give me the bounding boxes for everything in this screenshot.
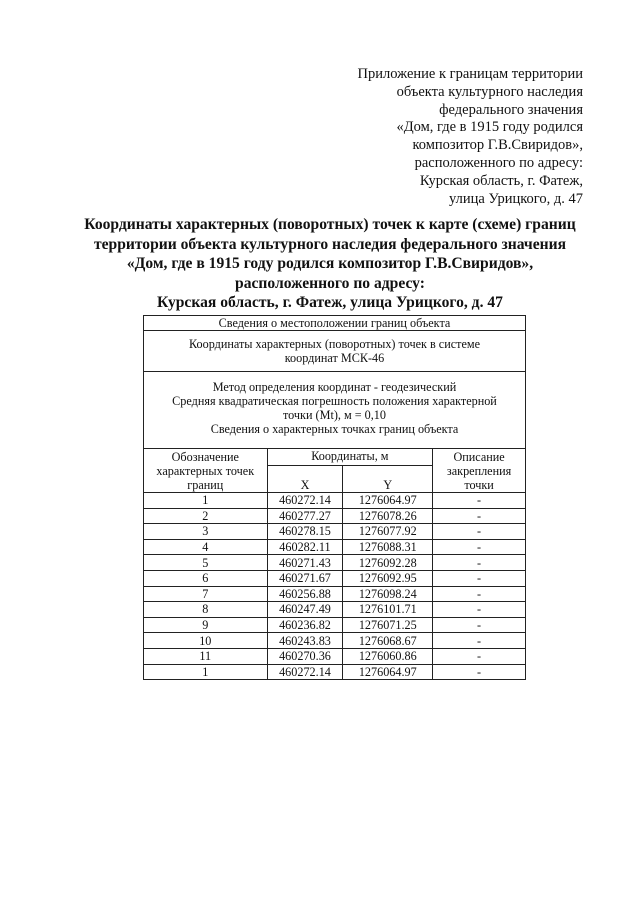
table-row [144,617,526,633]
method-section [144,372,526,449]
document-title [60,215,600,313]
y-cell: 1276088.31 [343,539,433,555]
appendix-line: Курская область, г. Фатеж, [419,172,583,189]
x-cell: 460243.83 [267,633,343,649]
section-text: Средняя квадратическая погрешность положения характерной [172,394,497,408]
point-rows [144,493,526,680]
y-cell: 1276060.86 [343,648,433,664]
point-cell: 6 [144,570,268,586]
coordinate-system-section [144,331,526,372]
description-cell: - [433,524,526,540]
section-text: Сведения о местоположении границ объекта [218,316,451,330]
point-cell: 4 [144,539,268,555]
description-cell: - [433,633,526,649]
y-cell: 1276098.24 [343,586,433,602]
title-line: «Дом, где в 1915 году родился композитор Г.В.Свиридов», [126,255,534,272]
table-row [144,586,526,602]
coordinates-table [143,315,526,680]
y-cell: 1276078.26 [343,508,433,524]
table-row [144,633,526,649]
table-row [144,602,526,618]
description-cell: - [433,617,526,633]
point-cell: 2 [144,508,268,524]
x-header: X [267,466,343,493]
header-text: Обозначение [171,449,239,464]
table-row [144,508,526,524]
location-section [144,316,526,331]
y-cell: 1276092.28 [343,555,433,571]
title-line: Координаты характерных (поворотных) точек к карте (схеме) границ [84,216,576,233]
table-row [144,539,526,555]
x-cell: 460272.14 [267,664,343,680]
section-text: Метод определения координат - геодезический [212,380,457,394]
title-line: расположенного по адресу: [235,274,425,292]
section-row [144,316,526,331]
table-row [144,524,526,540]
table-row [144,570,526,586]
header-text: характерных точек [156,463,255,478]
y-cell: 1276068.67 [343,633,433,649]
x-cell: 460256.88 [267,586,343,602]
header-row [144,449,526,466]
description-cell: - [433,508,526,524]
description-cell: - [433,586,526,602]
description-cell: - [433,493,526,509]
table-row [144,648,526,664]
appendix-line: расположенного по адресу: [414,154,583,171]
appendix-line: Приложение к границам территории [357,66,583,82]
point-cell: 9 [144,617,268,633]
section-text: точки (Mt), м = 0,10 [282,408,386,422]
appendix-block [263,66,583,208]
section-row [144,372,526,449]
y-cell: 1276092.95 [343,570,433,586]
description-cell: - [433,648,526,664]
x-cell: 460247.49 [267,602,343,618]
x-cell: 460277.27 [267,508,343,524]
table-row [144,555,526,571]
y-cell: 1276101.71 [343,602,433,618]
header-text: точки [464,477,494,492]
appendix-line: «Дом, где в 1915 году родился [396,119,583,136]
point-cell: 11 [144,648,268,664]
point-cell: 1 [144,664,268,680]
y-header: Y [343,466,433,493]
y-cell: 1276077.92 [343,524,433,540]
y-cell: 1276071.25 [343,617,433,633]
x-cell: 460271.67 [267,570,343,586]
x-cell: 460272.14 [267,493,343,509]
x-cell: 460282.11 [267,539,343,555]
appendix-line: объекта культурного наследия [396,83,583,100]
appendix-line: улица Урицкого, д. 47 [449,190,583,207]
x-cell: 460236.82 [267,617,343,633]
y-cell: 1276064.97 [343,493,433,509]
section-text: Сведения о характерных точках границ объекта [210,422,459,436]
designation-header [144,449,268,493]
point-cell: 7 [144,586,268,602]
x-cell: 460278.15 [267,524,343,540]
appendix-line: композитор Г.В.Свиридов», [412,137,583,154]
point-cell: 3 [144,524,268,540]
point-cell: 10 [144,633,268,649]
point-cell: 1 [144,493,268,509]
point-cell: 5 [144,555,268,571]
y-cell: 1276064.97 [343,664,433,680]
x-cell: 460270.36 [267,648,343,664]
x-cell: 460271.43 [267,555,343,571]
description-cell: - [433,555,526,571]
header-text: закрепления [446,463,512,478]
section-text: координат МСК-46 [284,351,385,365]
title-line: Курская область, г. Фатеж, улица Урицкого, д. 47 [157,294,503,311]
header-text: границ [187,477,224,492]
table-row [144,664,526,680]
point-cell: 8 [144,602,268,618]
description-cell: - [433,602,526,618]
description-cell: - [433,664,526,680]
header-text: Описание [453,449,505,464]
table-row [144,493,526,509]
section-row [144,331,526,372]
appendix-line: федерального значения [439,101,583,118]
coordinates-header: Координаты, м [267,449,433,466]
section-text: Координаты характерных (поворотных) точек в системе [189,337,480,351]
description-header [433,449,526,493]
description-cell: - [433,570,526,586]
description-cell: - [433,539,526,555]
title-line: территории объекта культурного наследия федерального значения [93,235,567,253]
